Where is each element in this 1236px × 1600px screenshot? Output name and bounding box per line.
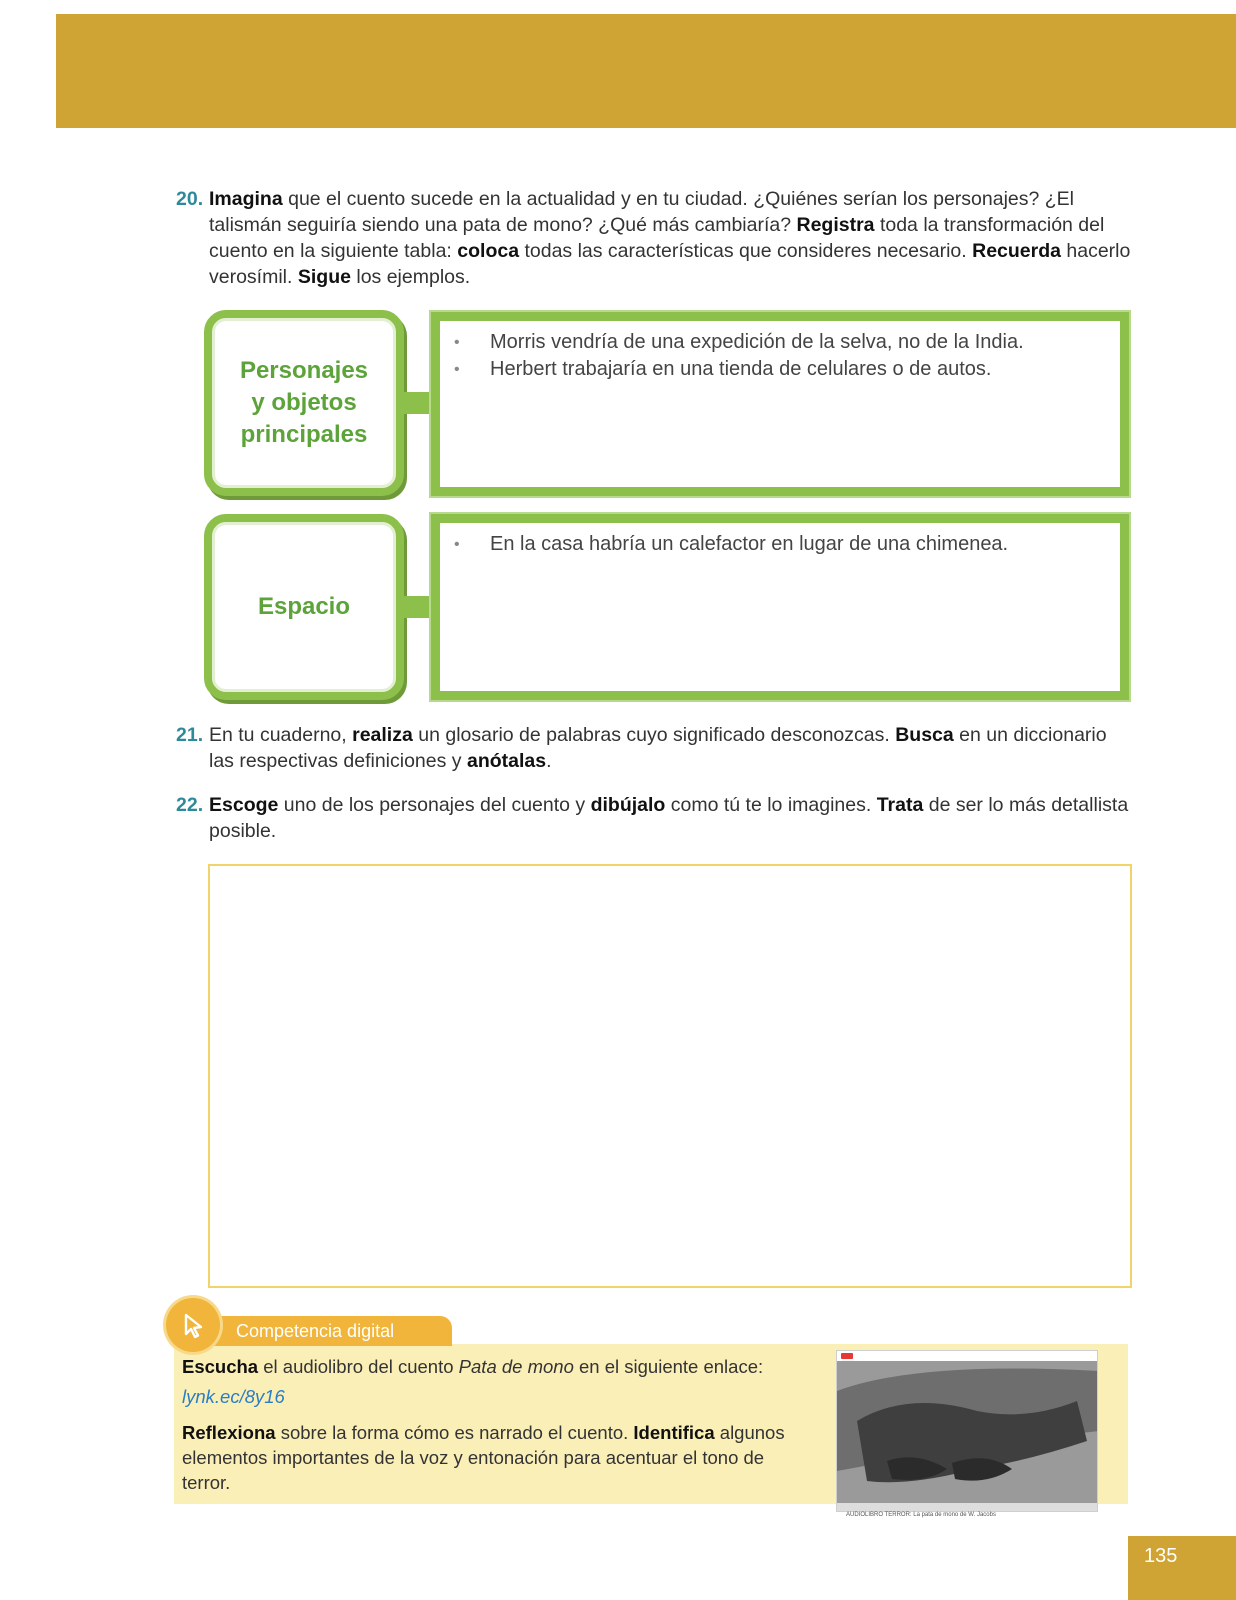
cursor-icon — [166, 1298, 220, 1352]
question-text: Escoge uno de los personajes del cuento y dibújalo como tú te lo imagines. Trata de ser lo más detallista posible. — [209, 794, 1129, 842]
question-number: 20. — [176, 188, 204, 210]
drawing-area[interactable] — [208, 864, 1132, 1288]
question-20 — [176, 186, 1132, 290]
list-item: • Herbert trabajaría en una tienda de celulares o de autos. — [454, 356, 1120, 383]
table-label-text: Espacio — [257, 593, 351, 620]
competencia-digital-title: Competencia digital — [236, 1321, 395, 1341]
question-22 — [176, 792, 1132, 844]
table-connector — [404, 392, 432, 414]
question-text: Imagina que el cuento sucede en la actualidad y en tu ciudad. ¿Quiénes serían los personajes? ¿El talismán seguiría siendo una pata de mono? ¿Qué más cambiaría? Registra toda la transformación del cuento en la siguiente tabla: coloca todas las características que consideres necesario. Recuerda hacerlo verosímil. Sigue los ejemplos. — [209, 188, 1131, 288]
bullet-icon: • — [454, 361, 460, 378]
question-21 — [176, 722, 1132, 774]
table-label-personajes — [204, 310, 404, 496]
competencia-digital-tab — [212, 1316, 452, 1346]
table-label-text: Personajes y objetos principales — [239, 357, 369, 448]
thumbnail-caption: AUDIOLIBRO TERROR: La pata de mono de W. Jacobs — [846, 1512, 996, 1518]
list-item: • Morris vendría de una expedición de la selva, no de la India. — [454, 329, 1120, 356]
question-number: 22. — [176, 794, 204, 816]
header-band — [56, 14, 1236, 128]
table-connector — [404, 596, 432, 618]
question-text: En tu cuaderno, realiza un glosario de palabras cuyo significado desconozcas. Busca en un diccionario las respectivas definiciones y anótalas. — [209, 724, 1107, 772]
question-number: 21. — [176, 724, 204, 746]
monkey-paw-icon — [837, 1351, 1098, 1512]
table-label-espacio — [204, 514, 404, 700]
bullet-list — [440, 321, 1120, 383]
bullet-list — [440, 523, 1120, 558]
audiobook-link[interactable]: lynk.ec/8y16 — [182, 1386, 285, 1407]
bullet-icon: • — [454, 334, 460, 351]
table-content-personajes[interactable] — [431, 312, 1129, 496]
list-item: • En la casa habría un calefactor en lugar de una chimenea. — [454, 531, 1120, 558]
competencia-reflection: Reflexiona sobre la forma cómo es narrado el cuento. Identifica algunos elementos importantes de la voz y entonación para acentuar el tono de terror. — [182, 1422, 785, 1493]
table-content-espacio[interactable] — [431, 514, 1129, 700]
competencia-instruction: Escucha el audiolibro del cuento Pata de mono en el siguiente enlace: — [182, 1356, 764, 1377]
video-thumbnail[interactable] — [836, 1350, 1098, 1512]
page-number: 135 — [1128, 1536, 1236, 1600]
bullet-icon: • — [454, 536, 460, 553]
